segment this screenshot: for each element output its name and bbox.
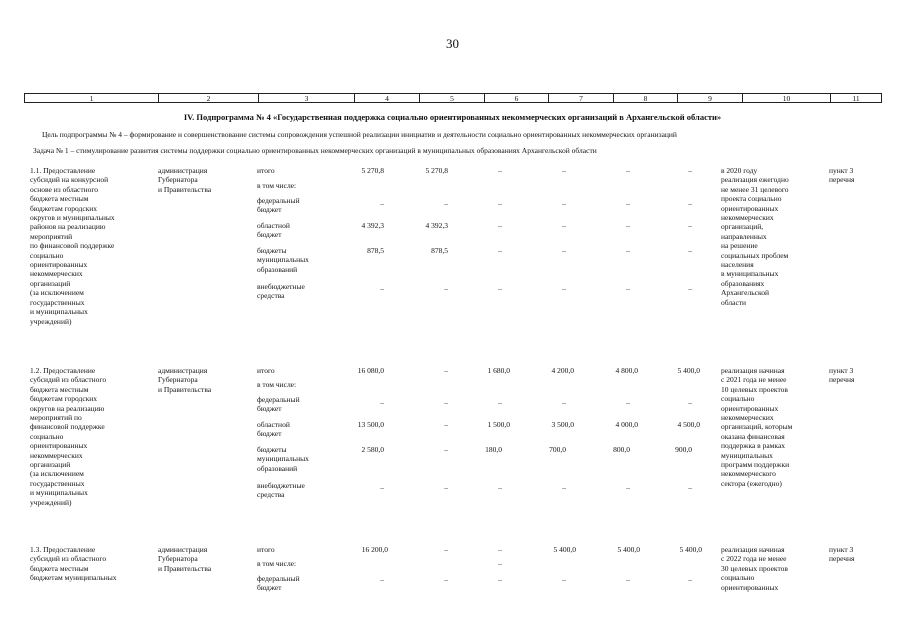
row-1-2-mun-c9: 900,0 (675, 445, 692, 454)
column-number-header (24, 93, 882, 103)
row-1-1-source-incl: в том числе: (257, 181, 297, 190)
row-1-1-result: в 2020 году реализация ежегодно не менее 31 целевого проекта социально ориентированных некоммерческих организаций, направленных на решение социальных проблем населения в муниципальных образованиях Архангельской области (721, 166, 789, 307)
row-1-2-fed-c6: – (498, 398, 502, 407)
col-header-3: 3 (258, 94, 354, 102)
row-1-1-source-regional: областной бюджет (257, 221, 290, 240)
row-1-3-total-c8: 5 400,0 (617, 545, 640, 554)
row-1-3-fed-c6: – (498, 575, 502, 584)
row-1-2-reg-c9: 4 500,0 (677, 420, 700, 429)
col-header-10: 10 (742, 94, 830, 102)
row-1-1-extra-c6: – (498, 284, 502, 293)
row-1-3-total-c4: 16 200,0 (361, 545, 388, 554)
row-1-2-reg-c8: 4 000,0 (615, 420, 638, 429)
col-header-2: 2 (158, 94, 258, 102)
row-1-2-fed-c5: – (444, 398, 448, 407)
subprogram-task: Задача № 1 – стимулирование развития системы поддержки социально ориентированных некоммерческих организаций в муниципальных образованиях Архангельской области (33, 146, 597, 155)
row-1-2-reg-c5: – (444, 420, 448, 429)
row-1-2-fed-c8: – (626, 398, 630, 407)
col-header-5: 5 (419, 94, 484, 102)
row-1-1-extra-c9: – (688, 284, 692, 293)
col-header-4: 4 (354, 94, 419, 102)
row-1-2-source-extrabudget: внебюджетные средства (257, 481, 305, 500)
row-1-1-source-federal: федеральный бюджет (257, 196, 300, 215)
row-1-1-extra-c4: – (380, 284, 384, 293)
col-header-9: 9 (677, 94, 742, 102)
row-1-1-mun-c5: 878,5 (431, 246, 448, 255)
row-1-3-incl-c6: – (498, 559, 502, 568)
row-1-1-fed-c9: – (688, 199, 692, 208)
row-1-3-fed-c5: – (444, 575, 448, 584)
row-1-1-total-c7: – (562, 166, 566, 175)
row-1-2-link: пункт 3 перечня (829, 366, 855, 385)
col-header-6: 6 (484, 94, 548, 102)
row-1-3-total-c7: 5 400,0 (553, 545, 576, 554)
row-1-3-name: 1.3. Предоставление субсидий из областного бюджета местным бюджетам муниципальных (30, 545, 117, 583)
row-1-1-reg-c5: 4 392,3 (425, 221, 448, 230)
row-1-1-mun-c9: – (688, 246, 692, 255)
row-1-3-source-total: итого (257, 545, 275, 554)
row-1-1-mun-c8: – (626, 246, 630, 255)
col-header-11: 11 (830, 94, 881, 102)
row-1-3-fed-c7: – (562, 575, 566, 584)
row-1-1-mun-c6: – (498, 246, 502, 255)
row-1-1-fed-c4: – (380, 199, 384, 208)
col-header-7: 7 (548, 94, 613, 102)
row-1-2-result: реализация начиная с 2021 года не менее 10 целевых проектов социально ориентированных некоммерческих организаций, которым оказана финансовая поддержка в рамках муниципальных программ поддержки некоммерческого сектора (ежегодно) (721, 366, 793, 488)
row-1-3-total-c6: – (498, 545, 502, 554)
row-1-2-reg-c4: 13 500,0 (357, 420, 384, 429)
row-1-2-reg-c6: 1 500,0 (487, 420, 510, 429)
row-1-1-reg-c8: – (626, 221, 630, 230)
row-1-2-total-c6: 1 680,0 (487, 366, 510, 375)
row-1-1-reg-c7: – (562, 221, 566, 230)
row-1-1-mun-c4: 878,5 (367, 246, 384, 255)
subprogram-goal: Цель подпрограммы № 4 – формирование и совершенствование системы сопровождения успешной реализации инициатив и деятельности социально ориентированных некоммерческих организаций (42, 130, 677, 139)
row-1-2-extra-c7: – (562, 483, 566, 492)
row-1-1-extra-c5: – (444, 284, 448, 293)
row-1-1-source-total: итого (257, 166, 275, 175)
row-1-2-extra-c4: – (380, 483, 384, 492)
row-1-2-name: 1.2. Предоставление субсидий из областного бюджета местным бюджетам городских округов на реализацию мероприятий по финансовой поддержке социально ориентированных некоммерческих организаций (за исключением государственных и муниципальных учреждений) (30, 366, 107, 507)
row-1-1-source-municipal: бюджеты муниципальных образований (257, 246, 309, 274)
row-1-3-link: пункт 3 перечня (829, 545, 855, 564)
row-1-2-source-regional: областной бюджет (257, 420, 290, 439)
row-1-2-total-c4: 16 080,0 (357, 366, 384, 375)
row-1-2-mun-c6: 180,0 (485, 445, 502, 454)
row-1-1-total-c6: – (498, 166, 502, 175)
row-1-2-source-federal: федеральный бюджет (257, 395, 300, 414)
row-1-2-mun-c8: 800,0 (613, 445, 630, 454)
row-1-3-fed-c9: – (688, 575, 692, 584)
row-1-1-extra-c7: – (562, 284, 566, 293)
col-header-8: 8 (613, 94, 677, 102)
row-1-1-mun-c7: – (562, 246, 566, 255)
row-1-2-executor: администрация Губернатора и Правительства (158, 366, 212, 394)
row-1-1-fed-c6: – (498, 199, 502, 208)
row-1-2-extra-c8: – (626, 483, 630, 492)
row-1-1-total-c4: 5 270,8 (361, 166, 384, 175)
row-1-1-reg-c9: – (688, 221, 692, 230)
row-1-1-fed-c8: – (626, 199, 630, 208)
row-1-2-total-c9: 5 400,0 (677, 366, 700, 375)
row-1-3-fed-c8: – (626, 575, 630, 584)
row-1-2-total-c8: 4 800,0 (615, 366, 638, 375)
col-header-1: 1 (89, 94, 94, 103)
row-1-1-name: 1.1. Предоставление субсидий на конкурсной основе из областного бюджета местным бюджетам городских округов и муниципальных районов на реализацию мероприятий по финансовой поддержке социально ориентированных некоммерческих организаций (за исключением государственных и муниципальных учреждений) (30, 166, 115, 326)
row-1-2-mun-c7: 700,0 (549, 445, 566, 454)
row-1-2-extra-c5: – (444, 483, 448, 492)
row-1-3-total-c9: 5 400,0 (679, 545, 702, 554)
row-1-2-source-municipal: бюджеты муниципальных образований (257, 445, 309, 473)
row-1-3-executor: администрация Губернатора и Правительства (158, 545, 212, 573)
row-1-1-source-extrabudget: внебюджетные средства (257, 282, 305, 301)
row-1-3-source-federal: федеральный бюджет (257, 574, 300, 593)
row-1-1-fed-c7: – (562, 199, 566, 208)
row-1-2-fed-c7: – (562, 398, 566, 407)
row-1-1-total-c5: 5 270,8 (425, 166, 448, 175)
row-1-1-reg-c4: 4 392,3 (361, 221, 384, 230)
row-1-3-result: реализация начиная с 2022 года не менее 30 целевых проектов социально ориентированных (721, 545, 788, 592)
row-1-1-total-c9: – (688, 166, 692, 175)
row-1-1-reg-c6: – (498, 221, 502, 230)
row-1-2-fed-c9: – (688, 398, 692, 407)
row-1-2-reg-c7: 3 500,0 (551, 420, 574, 429)
row-1-3-total-c5: – (444, 545, 448, 554)
row-1-3-source-incl: в том числе: (257, 559, 297, 568)
row-1-1-link: пункт 3 перечня (829, 166, 855, 185)
row-1-2-extra-c6: – (498, 483, 502, 492)
row-1-2-source-total: итого (257, 366, 275, 375)
row-1-2-mun-c4: 2 580,0 (361, 445, 384, 454)
row-1-1-total-c8: – (626, 166, 630, 175)
subprogram-title: IV. Подпрограмма № 4 «Государственная поддержка социально ориентированных некоммерческих организаций в Архангельской области» (183, 112, 722, 122)
row-1-2-total-c7: 4 200,0 (551, 366, 574, 375)
row-1-2-extra-c9: – (688, 483, 692, 492)
row-1-2-source-incl: в том числе: (257, 380, 297, 389)
row-1-1-fed-c5: – (444, 199, 448, 208)
row-1-3-fed-c4: – (380, 575, 384, 584)
row-1-1-executor: администрация Губернатора и Правительства (158, 166, 212, 194)
page-number: 30 (446, 36, 459, 51)
row-1-2-mun-c5: – (444, 445, 448, 454)
row-1-1-extra-c8: – (626, 284, 630, 293)
row-1-2-total-c5: – (444, 366, 448, 375)
row-1-2-fed-c4: – (380, 398, 384, 407)
